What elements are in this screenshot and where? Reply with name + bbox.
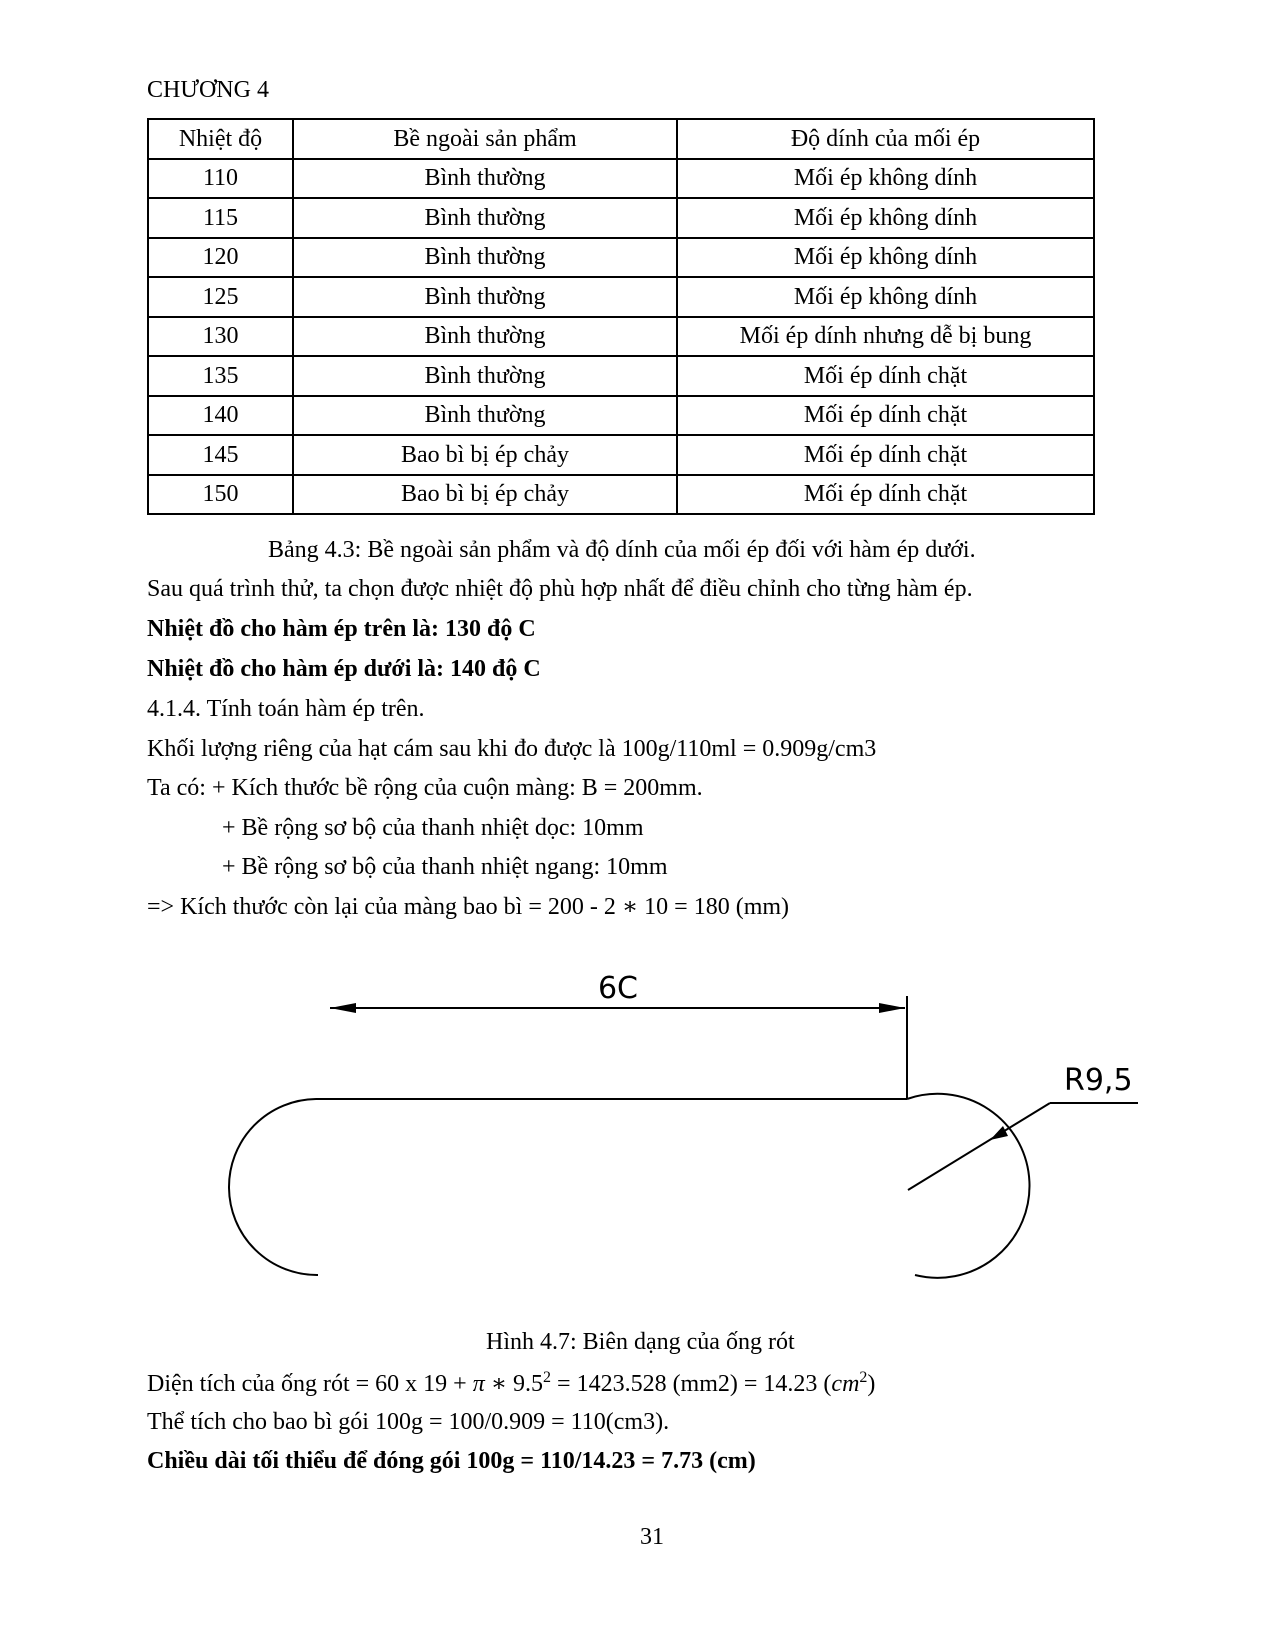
page-number: 31 — [640, 1524, 664, 1550]
table-cell: 120 — [148, 238, 293, 278]
table-row — [148, 317, 1094, 357]
profile-left-arc — [229, 1099, 318, 1275]
filling-tube-profile-drawing — [0, 960, 1275, 1300]
lower-jaw-temperature: Nhiệt đồ cho hàm ép dưới là: 140 độ C — [147, 656, 541, 682]
paragraph-film-width: Ta có: + Kích thước bề rộng của cuộn màng: B = 200mm. — [147, 775, 703, 801]
radius-arrow — [990, 1126, 1008, 1140]
table-cell: Bình thường — [293, 317, 677, 357]
area-exponent: 2 — [543, 1369, 552, 1386]
table-row — [148, 159, 1094, 199]
table-cell: Mối ép dính chặt — [677, 435, 1094, 475]
table-cell: Bình thường — [293, 356, 677, 396]
temperature-table — [147, 118, 1095, 515]
table-cell: Bình thường — [293, 238, 677, 278]
table-cell: Bình thường — [293, 198, 677, 238]
table-cell: 140 — [148, 396, 293, 436]
paragraph-vertical-bar: + Bề rộng sơ bộ của thanh nhiệt dọc: 10mm — [222, 815, 644, 841]
table-cell: Mối ép dính chặt — [677, 396, 1094, 436]
upper-jaw-temperature: Nhiệt đồ cho hàm ép trên là: 130 độ C — [147, 616, 536, 642]
dimension-label: 6C — [597, 971, 639, 1006]
column-header: Độ dính của mối ép — [677, 119, 1094, 159]
dimension-arrow-left — [330, 1003, 356, 1013]
minimum-length-calculation: Chiều dài tối thiểu để đóng gói 100g = 110/14.23 = 7.73 (cm) — [147, 1448, 756, 1474]
table-row — [148, 396, 1094, 436]
chapter-header: CHƯƠNG 4 — [147, 77, 269, 103]
table-cell: 115 — [148, 198, 293, 238]
area-text-suffix: = 1423.528 (mm2) = 14.23 ( — [551, 1371, 832, 1397]
table-row — [148, 475, 1094, 515]
table-cell: Bình thường — [293, 159, 677, 199]
figure-caption: Hình 4.7: Biên dạng của ống rót — [486, 1329, 795, 1355]
radius-label: R9,5 — [1064, 1063, 1133, 1098]
table-cell: 135 — [148, 356, 293, 396]
table-cell: Mối ép dính chặt — [677, 475, 1094, 515]
paragraph-remaining-size: => Kích thước còn lại của màng bao bì = 200 - 2 ∗ 10 = 180 (mm) — [147, 894, 790, 920]
column-header: Bề ngoài sản phẩm — [293, 119, 677, 159]
table-cell: Bao bì bị ép chảy — [293, 475, 677, 515]
dimension-arrow-right — [879, 1003, 905, 1013]
table-header-row — [148, 119, 1094, 159]
table-cell: Mối ép không dính — [677, 198, 1094, 238]
area-text-prefix: Diện tích của ống rót = 60 x 19 + — [147, 1371, 473, 1397]
table-row — [148, 356, 1094, 396]
table-row — [148, 198, 1094, 238]
table-cell: 125 — [148, 277, 293, 317]
paragraph-conclusion: Sau quá trình thử, ta chọn được nhiệt độ phù hợp nhất để điều chỉnh cho từng hàm ép. — [147, 576, 973, 602]
table-cell: Mối ép không dính — [677, 238, 1094, 278]
table-cell: Bình thường — [293, 277, 677, 317]
volume-calculation: Thể tích cho bao bì gói 100g = 100/0.909 = 110(cm3). — [147, 1409, 670, 1435]
table-row — [148, 277, 1094, 317]
table-cell: Bình thường — [293, 396, 677, 436]
pi-symbol: π — [472, 1371, 485, 1397]
profile-right-arc — [907, 1094, 1030, 1278]
area-text-mid: ∗ 9.5 — [484, 1371, 544, 1397]
table-cell: 130 — [148, 317, 293, 357]
table-row — [148, 238, 1094, 278]
table-cell: 110 — [148, 159, 293, 199]
paragraph-density: Khối lượng riêng của hạt cám sau khi đo được là 100g/110ml = 0.909g/cm3 — [147, 736, 877, 762]
table-cell: Mối ép không dính — [677, 159, 1094, 199]
area-text-close: ) — [867, 1371, 876, 1397]
table-cell: Bao bì bị ép chảy — [293, 435, 677, 475]
table-cell: Mối ép dính chặt — [677, 356, 1094, 396]
table-row — [148, 435, 1094, 475]
section-heading: 4.1.4. Tính toán hàm ép trên. — [147, 696, 425, 722]
table-cell: Mối ép không dính — [677, 277, 1094, 317]
table-cell: 145 — [148, 435, 293, 475]
area-calculation — [147, 1370, 875, 1396]
column-header: Nhiệt độ — [148, 119, 293, 159]
area-unit-exponent: 2 — [859, 1369, 868, 1386]
area-unit: cm — [831, 1371, 860, 1397]
table-caption: Bảng 4.3: Bề ngoài sản phẩm và độ dính của mối ép đối với hàm ép dưới. — [268, 537, 976, 563]
paragraph-horizontal-bar: + Bề rộng sơ bộ của thanh nhiệt ngang: 10mm — [222, 854, 668, 880]
table-cell: 150 — [148, 475, 293, 515]
table-cell: Mối ép dính nhưng dễ bị bung — [677, 317, 1094, 357]
